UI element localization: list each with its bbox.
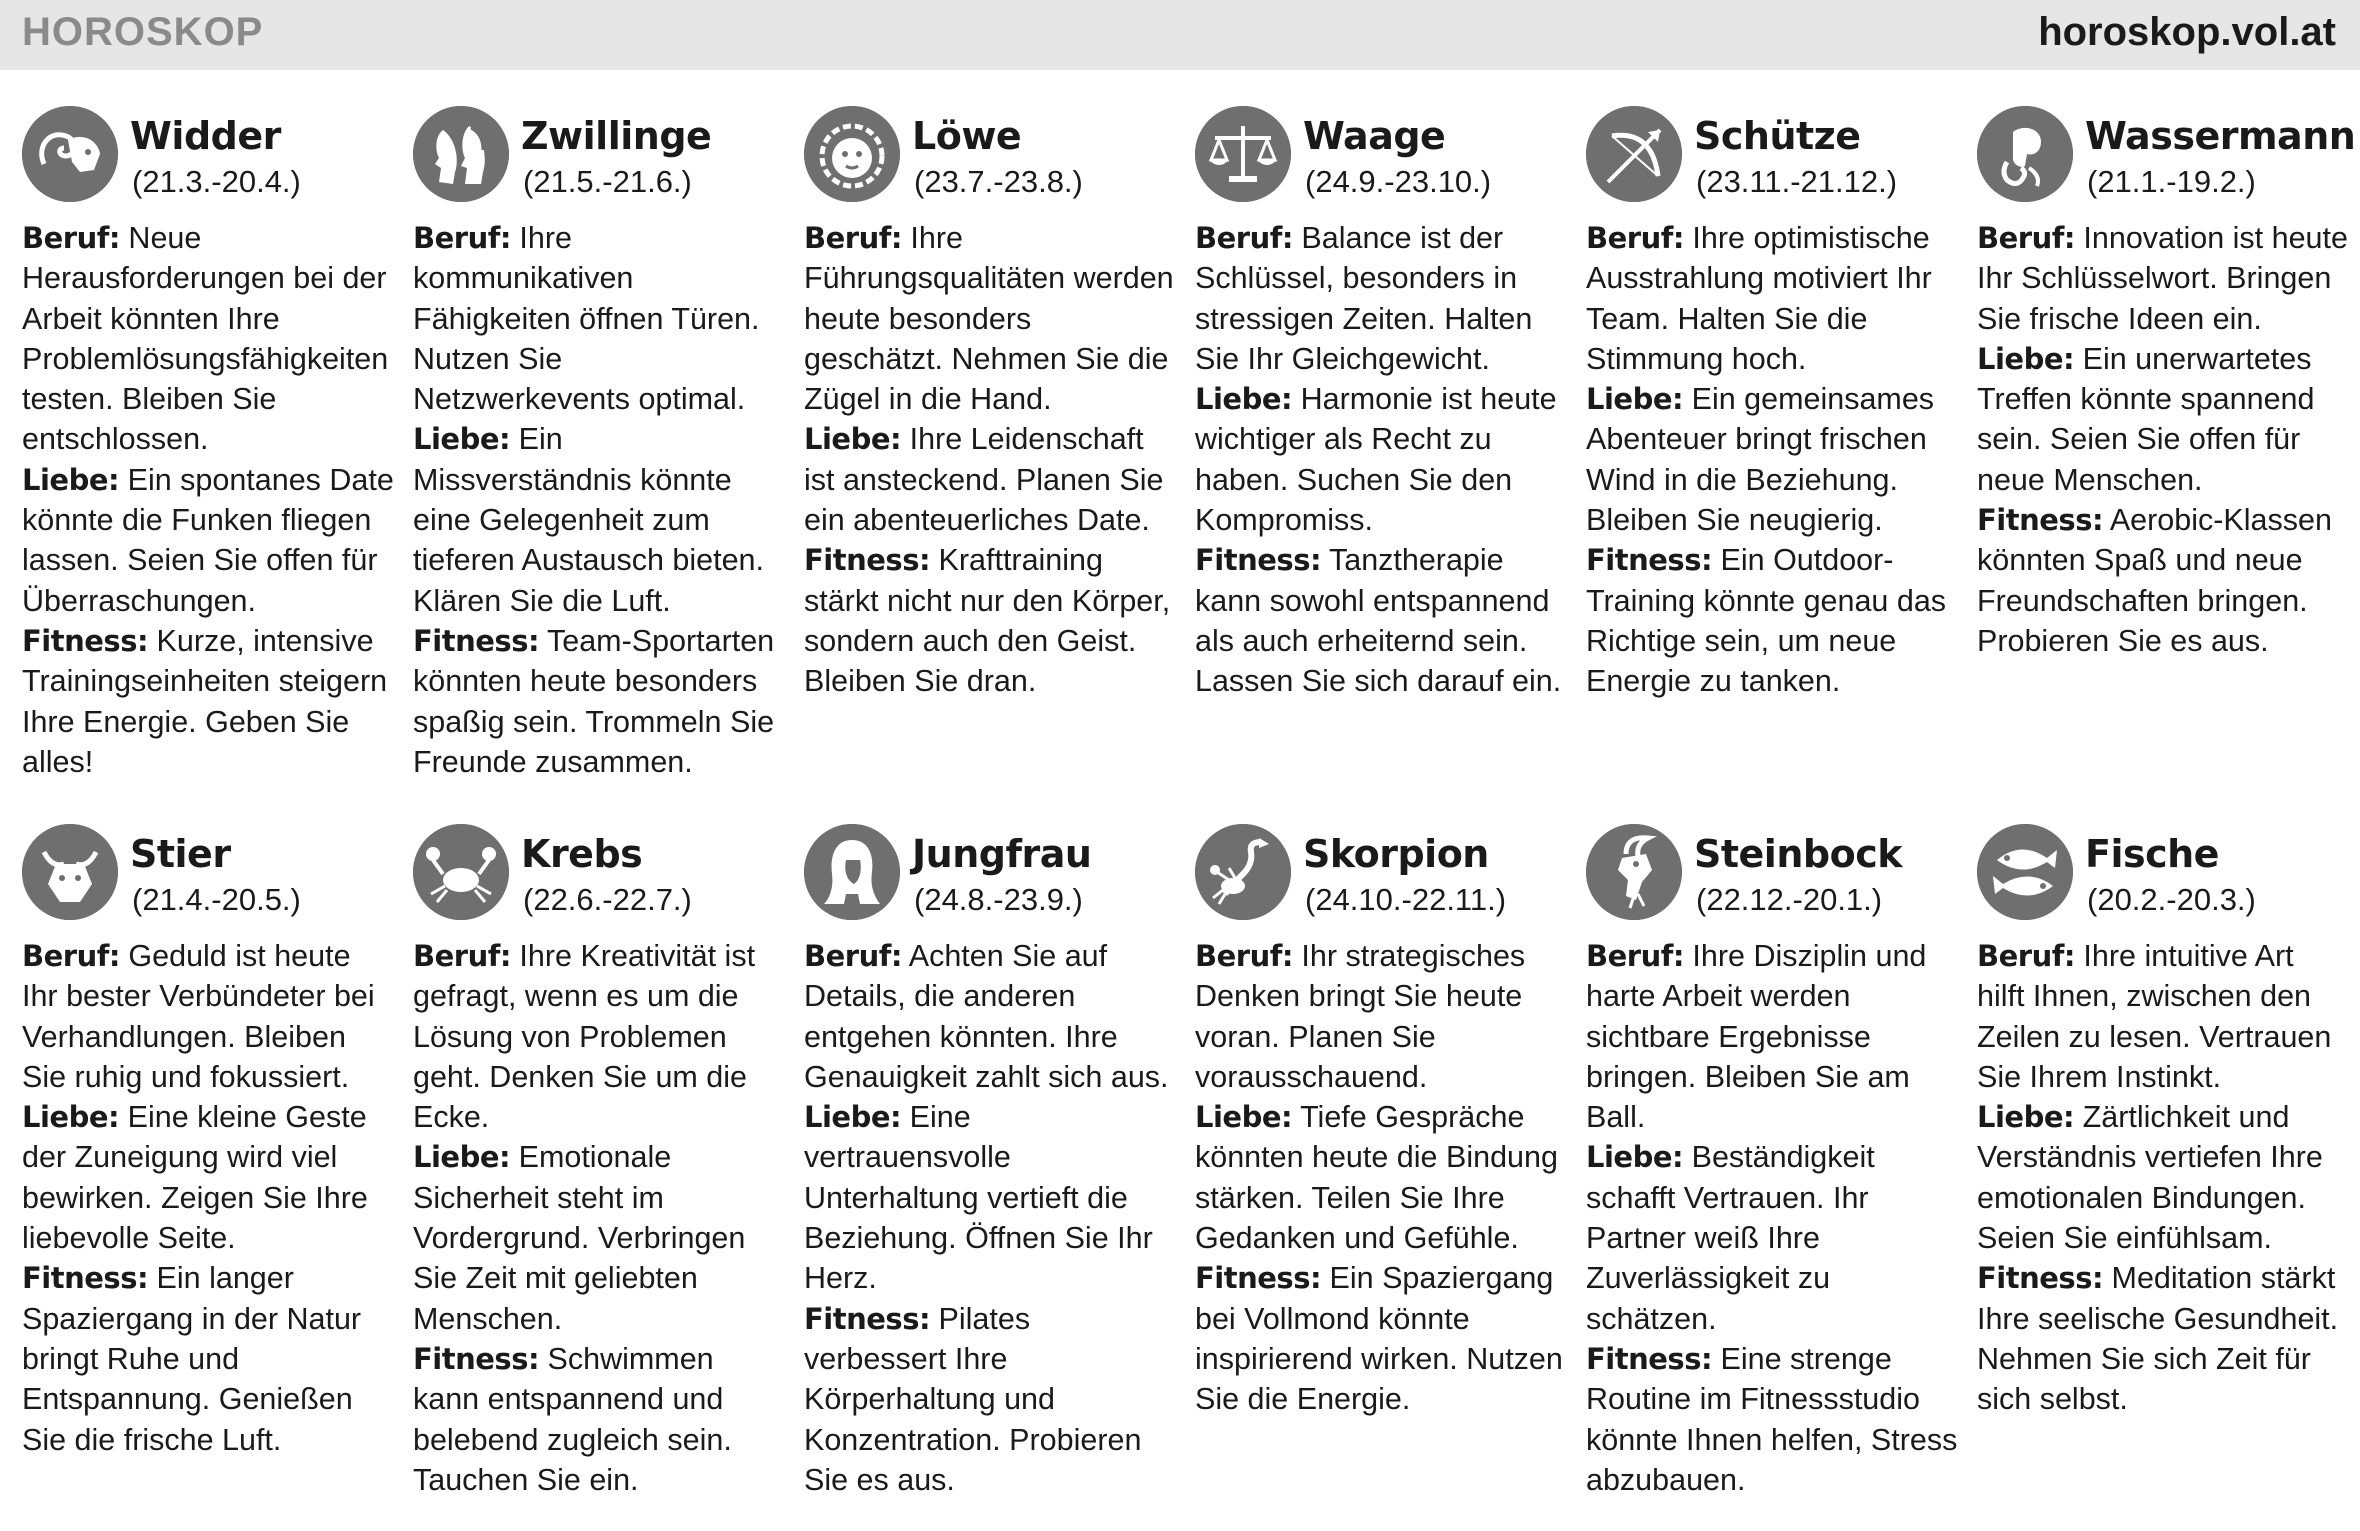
sign-dates: (24.8.-23.9.) <box>914 882 1083 917</box>
sign-text <box>1977 218 2349 661</box>
fitness-label: Fitness: <box>804 1301 931 1336</box>
fitness-paragraph <box>413 621 785 782</box>
sign-text <box>413 218 785 782</box>
fitness-label: Fitness: <box>1586 543 1713 578</box>
fitness-paragraph <box>1977 1258 2349 1419</box>
horoscope-grid <box>0 70 2360 1531</box>
sign-text <box>1586 936 1958 1500</box>
beruf-paragraph <box>22 218 394 460</box>
liebe-paragraph <box>1977 339 2349 500</box>
liebe-text: Ihre Leidenschaft ist ansteckend. Planen Sie ein abenteuerliches Date. <box>804 422 1164 538</box>
beruf-text: Ihr strategisches Denken bringt Sie heute voran. Planen Sie vorausschauend. <box>1195 939 1526 1094</box>
beruf-text: Ihre Führungsqualitäten werden heute besonders geschätzt. Nehmen Sie die Zügel in die Hand. <box>804 221 1174 417</box>
sign-dates: (21.1.-19.2.) <box>2087 164 2256 199</box>
beruf-label: Beruf: <box>22 221 120 255</box>
beruf-text: Ihre Disziplin und harte Arbeit werden sichtbare Ergebnisse bringen. Bleiben Sie am Ball. <box>1586 939 1927 1135</box>
liebe-text: Eine kleine Geste der Zuneigung wird viel bewirken. Zeigen Sie Ihre liebevolle Seite. <box>22 1100 368 1256</box>
liebe-text: Eine vertrauensvolle Unterhaltung vertieft die Beziehung. Öffnen Sie Ihr Herz. <box>804 1100 1153 1296</box>
liebe-label: Liebe: <box>22 1100 120 1135</box>
liebe-text: Tiefe Gespräche könnten heute die Bindung stärken. Teilen Sie Ihre Gedanken und Gefühle. <box>1195 1100 1558 1256</box>
sign-text <box>22 218 394 782</box>
beruf-label: Beruf: <box>1195 939 1293 973</box>
page-title: HOROSKOP <box>22 10 264 54</box>
sign-name: Stier <box>130 832 231 876</box>
sign-text <box>1977 936 2349 1420</box>
fitness-text: Team-Sportarten könnten heute besonders spaßig sein. Trommeln Sie Freunde zusammen. <box>413 623 775 779</box>
fitness-paragraph <box>1977 500 2349 661</box>
fitness-label: Fitness: <box>804 543 931 578</box>
sign-text <box>804 936 1176 1500</box>
liebe-text: Zärtlichkeit und Verständnis vertiefen Ihre emotionalen Bindungen. Seien Sie einfühlsam. <box>1977 1100 2323 1256</box>
liebe-text: Emotionale Sicherheit steht im Vordergrund. Verbringen Sie Zeit mit geliebten Menschen. <box>413 1140 746 1336</box>
sign-fische <box>1977 788 2349 1420</box>
fitness-label: Fitness: <box>1195 1261 1322 1296</box>
libra-scales-icon <box>1195 106 1291 202</box>
liebe-paragraph <box>413 1137 785 1338</box>
fitness-label: Fitness: <box>1195 543 1322 578</box>
liebe-text: Ein unerwartetes Treffen könnte spannend sein. Seien Sie offen für neue Menschen. <box>1977 341 2315 497</box>
fitness-label: Fitness: <box>22 623 149 658</box>
fitness-text: Pilates verbessert Ihre Körperhaltung und Konzentration. Probieren Sie es aus. <box>804 1301 1142 1497</box>
beruf-paragraph <box>804 218 1176 419</box>
fitness-text: Ein Spaziergang bei Vollmond könnte inspirierend wirken. Nutzen Sie die Energie. <box>1195 1261 1563 1417</box>
fitness-paragraph <box>1586 1339 1958 1500</box>
fitness-label: Fitness: <box>1586 1341 1713 1376</box>
beruf-text: Ihre kommunikativen Fähigkeiten öffnen Türen. Nutzen Sie Netzwerkevents optimal. <box>413 221 760 417</box>
sign-dates: (20.2.-20.3.) <box>2087 882 2256 917</box>
fitness-label: Fitness: <box>1977 503 2104 538</box>
sign-stier <box>22 788 394 1460</box>
sign-name: Krebs <box>521 832 643 876</box>
fitness-paragraph <box>1195 540 1567 701</box>
sign-dates: (22.6.-22.7.) <box>523 882 692 917</box>
beruf-text: Ihre Kreativität ist gefragt, wenn es um die Lösung von Problemen geht. Denken Sie um die Ecke. <box>413 939 756 1135</box>
sagittarius-bow-icon <box>1586 106 1682 202</box>
sign-name: Zwillinge <box>521 114 712 158</box>
liebe-label: Liebe: <box>1195 1100 1293 1135</box>
beruf-paragraph <box>413 936 785 1137</box>
liebe-label: Liebe: <box>1977 1100 2075 1135</box>
beruf-paragraph <box>1977 218 2349 339</box>
liebe-text: Ein gemeinsames Abenteuer bringt frischen Wind in die Beziehung. Bleiben Sie neugierig. <box>1586 382 1935 538</box>
aries-ram-icon <box>22 106 118 202</box>
fitness-text: Aerobic-Klassen könnten Spaß und neue Freundschaften bringen. Probieren Sie es aus. <box>1977 503 2332 658</box>
fitness-text: Eine strenge Routine im Fitnessstudio könnte Ihnen helfen, Stress abzubauen. <box>1586 1341 1958 1497</box>
sign-zwillinge <box>413 70 785 782</box>
virgo-maiden-icon <box>804 824 900 920</box>
liebe-label: Liebe: <box>413 422 511 457</box>
sign-name: Waage <box>1303 114 1446 158</box>
beruf-label: Beruf: <box>1977 939 2075 973</box>
liebe-label: Liebe: <box>1586 382 1684 417</box>
beruf-label: Beruf: <box>413 221 511 255</box>
site-url: horoskop.vol.at <box>2038 10 2336 54</box>
sign-name: Löwe <box>912 114 1022 158</box>
beruf-paragraph <box>1586 218 1958 379</box>
fitness-paragraph <box>1195 1258 1567 1419</box>
liebe-text: Ein spontanes Date könnte die Funken fliegen lassen. Seien Sie offen für Überraschungen. <box>22 462 394 618</box>
sign-text <box>1195 218 1567 702</box>
sign-widder <box>22 70 394 782</box>
pisces-fish-icon <box>1977 824 2073 920</box>
sign-name: Steinbock <box>1694 832 1902 876</box>
fitness-paragraph <box>804 540 1176 701</box>
scorpio-scorpion-icon <box>1195 824 1291 920</box>
aquarius-water-bearer-icon <box>1977 106 2073 202</box>
liebe-paragraph <box>1586 1137 1958 1338</box>
fitness-text: Ein Outdoor-Training könnte genau das Richtige sein, um neue Energie zu tanken. <box>1586 543 1947 699</box>
fitness-text: Krafttraining stärkt nicht nur den Körper, sondern auch den Geist. Bleiben Sie dran. <box>804 543 1171 699</box>
capricorn-goat-icon <box>1586 824 1682 920</box>
sign-name: Jungfrau <box>912 832 1092 876</box>
liebe-paragraph <box>22 1097 394 1258</box>
sign-skorpion <box>1195 788 1567 1420</box>
sign-steinbock <box>1586 788 1958 1500</box>
beruf-paragraph <box>1195 936 1567 1097</box>
beruf-label: Beruf: <box>22 939 120 973</box>
sign-text <box>413 936 785 1500</box>
beruf-text: Ihre intuitive Art hilft Ihnen, zwischen den Zeilen zu lesen. Vertrauen Sie Ihrem Instinkt. <box>1977 939 2332 1094</box>
liebe-paragraph <box>1586 379 1958 540</box>
beruf-text: Neue Herausforderungen bei der Arbeit könnten Ihre Problemlösungsfähigkeiten testen. Bleiben Sie entschlossen. <box>22 221 389 457</box>
sign-dates: (21.3.-20.4.) <box>132 164 301 199</box>
beruf-paragraph <box>1977 936 2349 1097</box>
liebe-paragraph <box>1195 1097 1567 1258</box>
sign-name: Fische <box>2085 832 2219 876</box>
beruf-label: Beruf: <box>1586 221 1684 255</box>
sign-name: Skorpion <box>1303 832 1489 876</box>
leo-lion-icon <box>804 106 900 202</box>
beruf-paragraph <box>1195 218 1567 379</box>
fitness-text: Meditation stärkt Ihre seelische Gesundheit. Nehmen Sie sich Zeit für sich selbst. <box>1977 1261 2339 1417</box>
liebe-paragraph <box>804 419 1176 540</box>
beruf-label: Beruf: <box>1977 221 2075 255</box>
beruf-paragraph <box>413 218 785 419</box>
sign-text <box>22 936 394 1460</box>
sign-name: Wassermann <box>2085 114 2356 158</box>
sign-name: Widder <box>130 114 281 158</box>
sign-wassermann <box>1977 70 2356 661</box>
liebe-label: Liebe: <box>804 1100 902 1135</box>
fitness-paragraph <box>22 621 394 782</box>
sign-text <box>804 218 1176 702</box>
beruf-label: Beruf: <box>1195 221 1293 255</box>
fitness-text: Tanztherapie kann sowohl entspannend als auch erheiternd sein. Lassen Sie sich darauf ein. <box>1195 543 1562 699</box>
fitness-text: Schwimmen kann entspannend und belebend zugleich sein. Tauchen Sie ein. <box>413 1341 732 1497</box>
sign-loewe <box>804 70 1176 702</box>
sign-dates: (21.4.-20.5.) <box>132 882 301 917</box>
beruf-paragraph <box>804 936 1176 1097</box>
beruf-label: Beruf: <box>413 939 511 973</box>
sign-dates: (21.5.-21.6.) <box>523 164 692 199</box>
fitness-paragraph <box>413 1339 785 1500</box>
beruf-paragraph <box>1586 936 1958 1137</box>
cancer-crab-icon <box>413 824 509 920</box>
liebe-text: Ein Missverständnis könnte eine Gelegenheit zum tieferen Austausch bieten. Klären Sie die Luft. <box>413 422 764 618</box>
liebe-paragraph <box>804 1097 1176 1298</box>
sign-waage <box>1195 70 1567 702</box>
fitness-text: Kurze, intensive Trainingseinheiten steigern Ihre Energie. Geben Sie alles! <box>22 623 388 779</box>
liebe-paragraph <box>1977 1097 2349 1258</box>
sign-jungfrau <box>804 788 1176 1500</box>
fitness-paragraph <box>22 1258 394 1459</box>
gemini-twins-icon <box>413 106 509 202</box>
sign-schuetze <box>1586 70 1958 702</box>
sign-krebs <box>413 788 785 1500</box>
taurus-bull-icon <box>22 824 118 920</box>
liebe-text: Harmonie ist heute wichtiger als Recht zu haben. Suchen Sie den Kompromiss. <box>1195 382 1557 538</box>
fitness-text: Ein langer Spaziergang in der Natur bringt Ruhe und Entspannung. Genießen Sie die frische Luft. <box>22 1261 362 1457</box>
beruf-text: Balance ist der Schlüssel, besonders in stressigen Zeiten. Halten Sie Ihr Gleichgewicht. <box>1195 221 1533 376</box>
sign-dates: (23.11.-21.12.) <box>1696 164 1898 199</box>
sign-dates: (22.12.-20.1.) <box>1696 882 1883 917</box>
beruf-text: Achten Sie auf Details, die anderen entgehen könnten. Ihre Genauigkeit zahlt sich aus. <box>804 939 1169 1094</box>
beruf-label: Beruf: <box>804 221 902 255</box>
fitness-label: Fitness: <box>1977 1261 2104 1296</box>
sign-text <box>1195 936 1567 1420</box>
sign-dates: (23.7.-23.8.) <box>914 164 1083 199</box>
fitness-paragraph <box>804 1299 1176 1500</box>
fitness-label: Fitness: <box>22 1261 149 1296</box>
fitness-label: Fitness: <box>413 1341 540 1376</box>
sign-text <box>1586 218 1958 702</box>
liebe-label: Liebe: <box>1586 1140 1684 1175</box>
liebe-paragraph <box>22 460 394 621</box>
beruf-text: Innovation ist heute Ihr Schlüsselwort. Bringen Sie frische Ideen ein. <box>1977 221 2348 336</box>
liebe-label: Liebe: <box>1977 341 2075 376</box>
sign-name: Schütze <box>1694 114 1861 158</box>
liebe-label: Liebe: <box>413 1140 511 1175</box>
fitness-paragraph <box>1586 540 1958 701</box>
header-bar <box>0 0 2360 70</box>
liebe-paragraph <box>1195 379 1567 540</box>
liebe-paragraph <box>413 419 785 620</box>
sign-dates: (24.10.-22.11.) <box>1305 882 1507 917</box>
beruf-paragraph <box>22 936 394 1097</box>
liebe-label: Liebe: <box>804 422 902 457</box>
beruf-label: Beruf: <box>804 939 902 973</box>
liebe-label: Liebe: <box>22 462 120 497</box>
beruf-text: Geduld ist heute Ihr bester Verbündeter bei Verhandlungen. Bleiben Sie ruhig und fokussiert. <box>22 939 375 1094</box>
sign-dates: (24.9.-23.10.) <box>1305 164 1492 199</box>
liebe-label: Liebe: <box>1195 382 1293 417</box>
beruf-label: Beruf: <box>1586 939 1684 973</box>
fitness-label: Fitness: <box>413 623 540 658</box>
liebe-text: Beständigkeit schafft Vertrauen. Ihr Partner weiß Ihre Zuverlässigkeit zu schätzen. <box>1586 1140 1875 1336</box>
beruf-text: Ihre optimistische Ausstrahlung motiviert Ihr Team. Halten Sie die Stimmung hoch. <box>1586 221 1932 376</box>
